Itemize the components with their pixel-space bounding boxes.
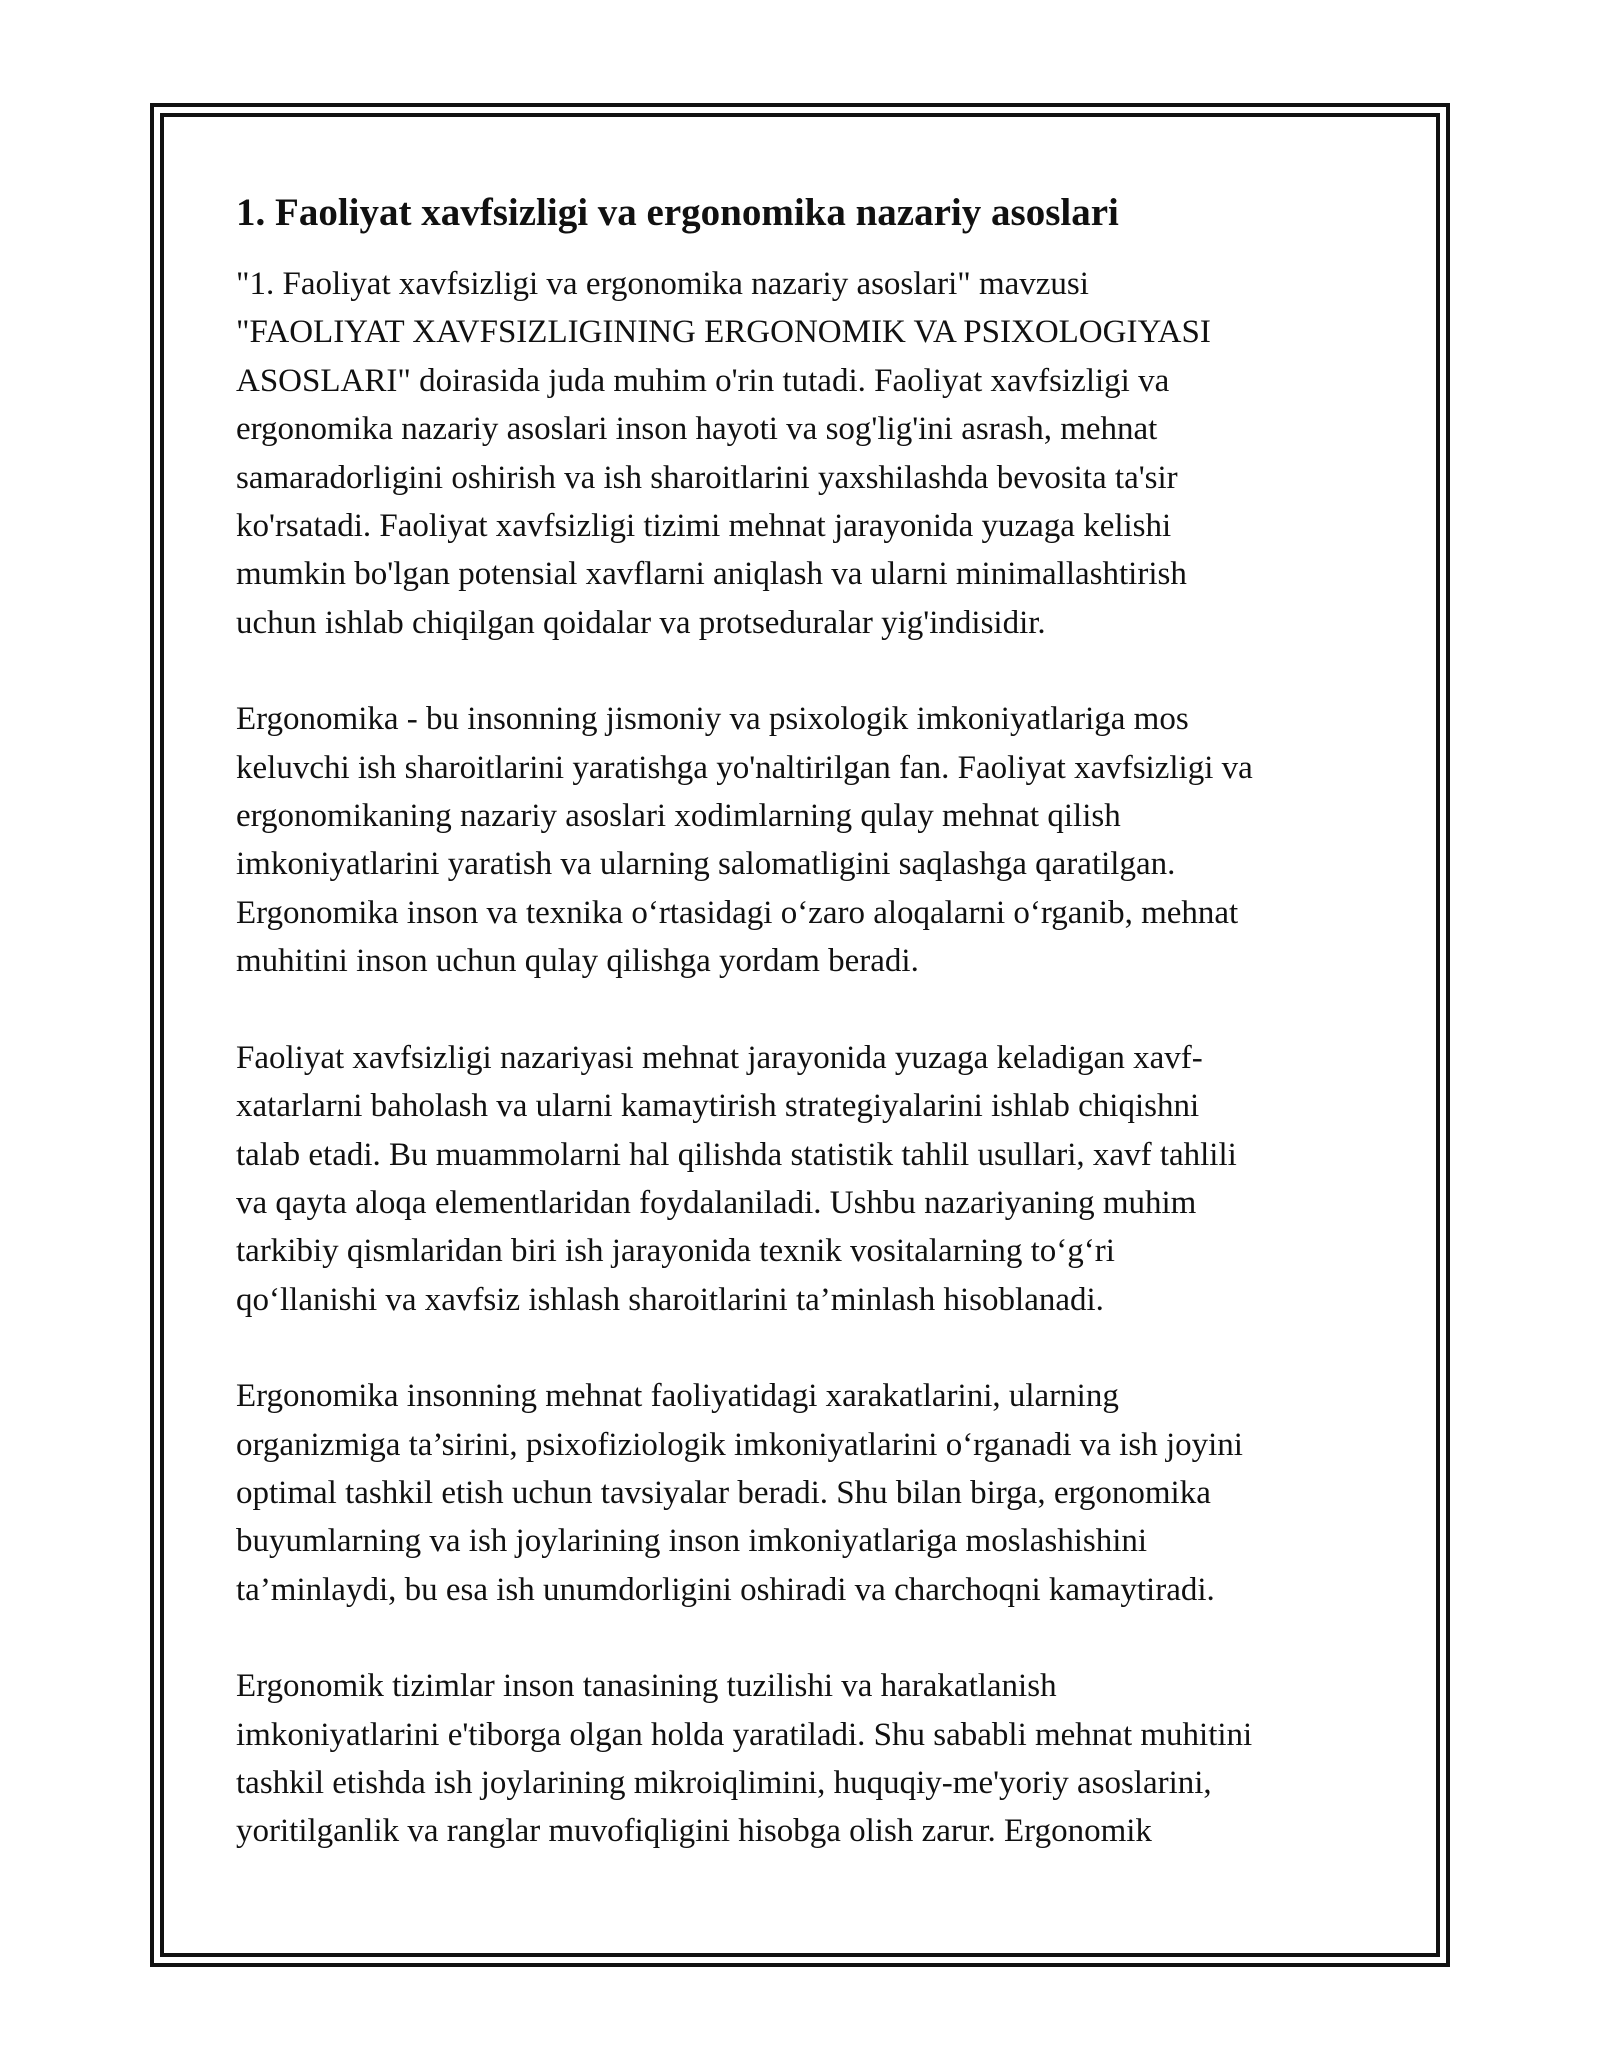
paragraph-3: Faoliyat xavfsizligi nazariyasi mehnat jarayonida yuzaga keladigan xavf- xatarlarni baholash va ularni kamaytirish strategiyalarini ishlab chiqishni talab etadi. Bu muammolarni hal qilishda statistik tahlil usullari, xavf tahlili va qayta aloqa elementlaridan foydalaniladi. Ushbu nazariyaning muhim tarkibiy qismlaridan biri ish jarayonida texnik vositalarning to‘g‘ri qo‘llanishi va xavfsiz ishlash sharoitlarini ta’minlash hisoblanadi. xyxy=(236,1039,1237,1318)
paragraph-1: "1. Faoliyat xavfsizligi va ergonomika nazariy asoslari" mavzusi "FAOLIYAT XAVFSIZLIGINING ERGONOMIK VA PSIXOLOGIYASI ASOSLARI" doirasida juda muhim o'rin tutadi. Faoliyat xavfsizligi va ergonomika nazariy asoslari inson hayoti va sog'lig'ini asrash, mehnat samaradorligini oshirish va ish sharoitlarini yaxshilashda bevosita ta'sir ko'rsatadi. Faoliyat xavfsizligi tizimi mehnat jarayonida yuzaga kelishi mumkin bo'lgan potensial xavflarni aniqlash va ularni minimallashtirish uchun ishlab chiqilgan qoidalar va protseduralar yig'indisidir. xyxy=(236,266,1211,641)
paragraph-4: Ergonomika insonning mehnat faoliyatidagi xarakatlarini, ularning organizmiga ta’sirini, psixofiziologik imkoniyatlarini o‘rganadi va ish joyini optimal tashkil etish uchun tavsiyalar beradi. Shu bilan birga, ergonomika buyumlarning va ish joylarining inson imkoniyatlariga moslashishini ta’minlaydi, bu esa ish unumdorligini oshiradi va charchoqni kamaytiradi. xyxy=(236,1378,1243,1608)
document-body xyxy=(236,188,1386,1904)
paragraph-2: Ergonomika - bu insonning jismoniy va psixologik imkoniyatlariga mos keluvchi ish sharoitlarini yaratishga yo'naltirilgan fan. Faoliyat xavfsizligi va ergonomikaning nazariy asoslari xodimlarning qulay mehnat qilish imkoniyatlarini yaratish va ularning salomatligini saqlashga qaratilgan. Ergonomika inson va texnika o‘rtasidagi o‘zaro aloqalarni o‘rganib, mehnat muhitini inson uchun qulay qilishga yordam beradi. xyxy=(236,701,1253,980)
paragraph-5: Ergonomik tizimlar inson tanasining tuzilishi va harakatlanish imkoniyatlarini e'tiborga olgan holda yaratiladi. Shu sababli mehnat muhitini tashkil etishda ish joylarining mikroiqlimini, huquqiy-me'yoriy asoslarini, yoritilganlik va ranglar muvofiqligini hisobga olish zarur. Ergonomik xyxy=(236,1668,1253,1850)
document-title: 1. Faoliyat xavfsizligi va ergonomika nazariy asoslari xyxy=(236,191,1119,234)
